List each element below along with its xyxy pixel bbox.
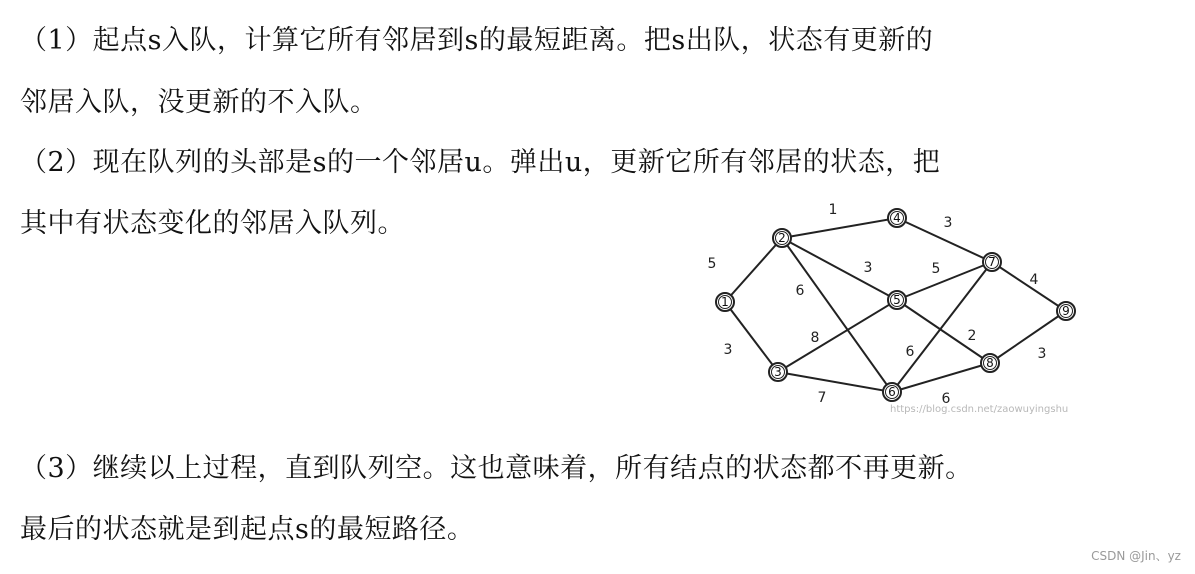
graph-watermark: https://blog.csdn.net/zaowuyingshu — [890, 404, 1069, 415]
graph-node-label-8: 8 — [986, 356, 994, 370]
graph-node-label-2: 2 — [778, 231, 786, 245]
graph-node-3 — [769, 363, 787, 381]
graph-node-2 — [773, 229, 791, 247]
graph-edge-8-9 — [990, 311, 1066, 363]
graph-node-8 — [981, 354, 999, 372]
edge-weight-6-8: 6 — [941, 391, 951, 407]
paragraph-step-1-line-1: （1）起点s入队，计算它所有邻居到s的最短距离。把s出队，状态有更新的 — [20, 25, 934, 56]
edge-weight-4-7: 3 — [943, 215, 953, 231]
edge-weight-5-7: 5 — [931, 261, 941, 277]
graph-node-label-5: 5 — [893, 293, 901, 307]
graph-node-label-7: 7 — [988, 255, 996, 269]
graph-edge-3-5 — [778, 300, 897, 372]
graph-node-6 — [883, 383, 901, 401]
paragraph-step-3-line-1: （3）继续以上过程，直到队列空。这也意味着，所有结点的状态都不再更新。 — [20, 453, 973, 484]
edge-weight-2-5: 3 — [863, 260, 873, 276]
graph-edge-1-3 — [725, 302, 778, 372]
graph-node-label-3: 3 — [774, 365, 782, 379]
edge-weight-3-5: 8 — [810, 330, 820, 346]
paragraph-step-1-line-2: 邻居入队，没更新的不入队。 — [20, 87, 378, 118]
graph-edge-6-8 — [892, 363, 990, 392]
edge-weight-2-4: 1 — [828, 202, 838, 218]
graph-edge-2-4 — [782, 218, 897, 238]
graph-node-label-9: 9 — [1062, 304, 1070, 318]
edge-weight-1-2: 5 — [707, 256, 717, 272]
graph-node-1 — [716, 293, 734, 311]
graph-node-4 — [888, 209, 906, 227]
edge-weight-8-9: 3 — [1037, 346, 1047, 362]
paragraph-step-3-line-2: 最后的状态就是到起点s的最短路径。 — [20, 514, 475, 545]
graph-edge-3-6 — [778, 372, 892, 392]
edge-weight-2-6: 6 — [795, 283, 805, 299]
paragraph-step-2-line-2: 其中有状态变化的邻居入队列。 — [20, 208, 405, 239]
csdn-credit: CSDN @Jin、yz — [1091, 549, 1181, 563]
graph-node-label-4: 4 — [893, 211, 901, 225]
graph-node-label-6: 6 — [888, 385, 896, 399]
edge-weight-1-3: 3 — [723, 342, 733, 358]
graph-edge-1-2 — [725, 238, 782, 302]
edge-weight-5-8: 2 — [967, 328, 977, 344]
paragraph-step-2-line-1: （2）现在队列的头部是s的一个邻居u。弹出u，更新它所有邻居的状态，把 — [20, 147, 941, 178]
graph-node-9 — [1057, 302, 1075, 320]
graph-edge-2-6 — [782, 238, 892, 392]
weighted-graph-figure — [700, 196, 1100, 422]
edge-weight-3-6: 7 — [817, 390, 827, 406]
graph-node-label-1: 1 — [721, 295, 729, 309]
graph-canvas — [700, 196, 1100, 422]
graph-node-5 — [888, 291, 906, 309]
edge-weight-6-7: 6 — [905, 344, 915, 360]
graph-node-7 — [983, 253, 1001, 271]
edge-weight-7-9: 4 — [1029, 272, 1039, 288]
